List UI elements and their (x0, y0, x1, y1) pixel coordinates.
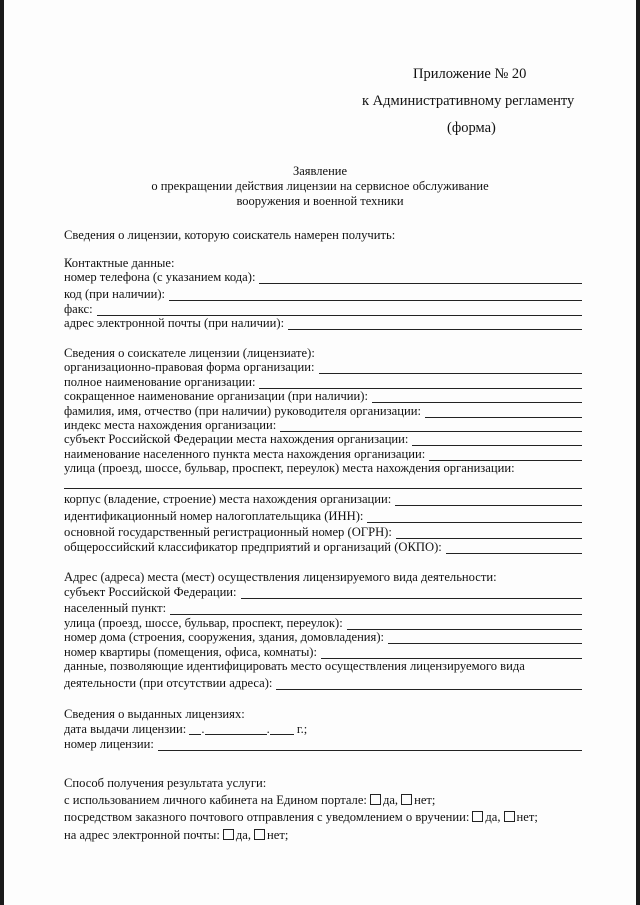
delivery-mail-yes-label: да, (485, 810, 501, 824)
short-name-line[interactable] (372, 393, 582, 403)
activity-street-line[interactable] (347, 620, 582, 630)
license-number-label: номер лицензии: (64, 737, 154, 751)
delivery-portal-option (64, 793, 435, 807)
issue-date-label: дата выдачи лицензии: (64, 722, 187, 736)
legal-form-line[interactable] (319, 364, 582, 374)
delivery-portal-no-checkbox[interactable] (401, 794, 412, 805)
inn-field[interactable] (64, 509, 582, 523)
activity-identify-label-line2: деятельности (при отсутствии адреса): (64, 676, 273, 690)
building-label: корпус (владение, строение) места нахождения организации: (64, 492, 392, 506)
ogrn-label: основной государственный регистрационный номер (ОГРН): (64, 525, 392, 539)
subject-line[interactable] (412, 436, 582, 446)
okpo-field[interactable] (64, 540, 582, 554)
code-field[interactable] (64, 287, 582, 301)
activity-house-line[interactable] (388, 634, 582, 644)
delivery-mail-no-checkbox[interactable] (504, 811, 515, 822)
ogrn-line[interactable] (396, 529, 582, 539)
inn-label: идентификационный номер налогоплательщика (ИНН): (64, 509, 364, 523)
activity-identify-label-line1: данные, позволяющие идентифицировать место осуществления лицензируемого вида (64, 659, 525, 673)
street-label: улица (проезд, шоссе, бульвар, проспект, переулок) места нахождения организации: (64, 461, 515, 475)
issue-year-suffix: г.; (296, 722, 308, 736)
subject-field[interactable] (64, 432, 582, 446)
activity-address-heading: Адрес (адреса) места (мест) осуществления лицензируемого вида деятельности: (64, 570, 497, 584)
activity-locality-field[interactable] (64, 601, 582, 615)
subject-label: субъект Российской Федерации места нахождения организации: (64, 432, 409, 446)
activity-subject-field[interactable] (64, 585, 582, 599)
issue-month-blank[interactable] (205, 724, 267, 735)
phone-field[interactable] (64, 270, 582, 284)
delivery-email-no-checkbox[interactable] (254, 829, 265, 840)
license-number-field[interactable] (64, 737, 582, 751)
delivery-mail-option (64, 810, 538, 824)
locality-field[interactable] (64, 447, 582, 461)
delivery-mail-no-label: нет; (516, 810, 538, 824)
fax-line[interactable] (97, 306, 582, 316)
applicant-heading: Сведения о соискателе лицензии (лицензиате): (64, 346, 315, 360)
activity-subject-line[interactable] (241, 589, 582, 599)
scan-edge-left (0, 0, 4, 905)
delivery-mail-yes-checkbox[interactable] (472, 811, 483, 822)
fax-field[interactable] (64, 302, 582, 316)
activity-house-label: номер дома (строения, сооружения, здания, домовладения): (64, 630, 385, 644)
phone-label: номер телефона (с указанием кода): (64, 270, 256, 284)
activity-apartment-field[interactable] (64, 645, 582, 659)
postal-index-line[interactable] (280, 422, 582, 432)
building-field[interactable] (64, 492, 582, 506)
head-name-label: фамилия, имя, отчество (при наличии) руководителя организации: (64, 404, 421, 418)
issue-day-blank[interactable] (189, 724, 201, 735)
contacts-heading: Контактные данные: (64, 256, 175, 270)
phone-line[interactable] (259, 274, 582, 284)
delivery-mail-label: посредством заказного почтового отправления с уведомлением о вручении: (64, 810, 470, 824)
delivery-email-label: на адрес электронной почты: (64, 828, 220, 842)
full-name-field[interactable] (64, 375, 582, 389)
issue-year-blank[interactable] (270, 724, 294, 735)
document-subtitle-line1: о прекращении действия лицензии на сервисное обслуживание (151, 179, 489, 193)
ogrn-field[interactable] (64, 525, 582, 539)
email-line[interactable] (288, 320, 582, 330)
full-name-label: полное наименование организации: (64, 375, 256, 389)
email-label: адрес электронной почты (при наличии): (64, 316, 285, 330)
delivery-portal-yes-checkbox[interactable] (370, 794, 381, 805)
delivery-portal-label: с использованием личного кабинета на Едином портале: (64, 793, 367, 807)
legal-form-label: организационно-правовая форма организации: (64, 360, 315, 374)
delivery-portal-no-label: нет; (414, 793, 436, 807)
okpo-line[interactable] (446, 544, 582, 554)
document-subtitle-line2: вооружения и военной техники (236, 194, 404, 208)
scan-edge-right (636, 0, 640, 905)
appendix-number: Приложение № 20 (413, 66, 527, 82)
activity-street-label: улица (проезд, шоссе, бульвар, проспект, переулок): (64, 616, 343, 630)
inn-line[interactable] (367, 513, 582, 523)
delivery-email-no-label: нет; (267, 828, 289, 842)
fax-label: факс: (64, 302, 93, 316)
code-label: код (при наличии): (64, 287, 166, 301)
activity-house-field[interactable] (64, 630, 582, 644)
locality-label: наименование населенного пункта места нахождения организации: (64, 447, 426, 461)
legal-form-field[interactable] (64, 360, 582, 374)
appendix-form-label: (форма) (447, 120, 496, 136)
delivery-portal-yes-label: да, (382, 793, 399, 807)
appendix-regulation: к Административному регламенту (362, 93, 575, 109)
okpo-label: общероссийский классификатор предприятий и организаций (ОКПО): (64, 540, 442, 554)
activity-apartment-line[interactable] (321, 649, 582, 659)
license-number-line[interactable] (158, 741, 582, 751)
activity-identify-field[interactable] (64, 676, 582, 690)
short-name-field[interactable] (64, 389, 582, 403)
license-intro: Сведения о лицензии, которую соискатель намерен получить: (64, 228, 396, 242)
licenses-heading: Сведения о выданных лицензиях: (64, 707, 245, 721)
document-title: Заявление (292, 164, 347, 178)
delivery-email-yes-label: да, (235, 828, 251, 842)
delivery-heading: Способ получения результата услуги: (64, 776, 267, 790)
street-line[interactable] (64, 488, 582, 489)
delivery-email-yes-checkbox[interactable] (223, 829, 234, 840)
activity-locality-line[interactable] (170, 605, 582, 615)
postal-index-label: индекс места нахождения организации: (64, 418, 277, 432)
short-name-label: сокращенное наименование организации (при наличии): (64, 389, 368, 403)
building-line[interactable] (395, 496, 582, 506)
activity-street-field[interactable] (64, 616, 582, 630)
head-name-line[interactable] (425, 408, 582, 418)
locality-line[interactable] (429, 451, 582, 461)
issue-date-field[interactable]: дата выдачи лицензии: . . г.; (64, 722, 308, 736)
postal-index-field[interactable] (64, 418, 582, 432)
activity-subject-label: субъект Российской Федерации: (64, 585, 237, 599)
email-field[interactable] (64, 316, 582, 330)
head-name-field[interactable] (64, 404, 582, 418)
activity-identify-line[interactable] (276, 680, 582, 690)
activity-locality-label: населенный пункт: (64, 601, 167, 615)
delivery-email-option (64, 828, 288, 842)
code-line[interactable] (169, 291, 582, 301)
full-name-line[interactable] (259, 379, 582, 389)
activity-apartment-label: номер квартиры (помещения, офиса, комнаты): (64, 645, 317, 659)
